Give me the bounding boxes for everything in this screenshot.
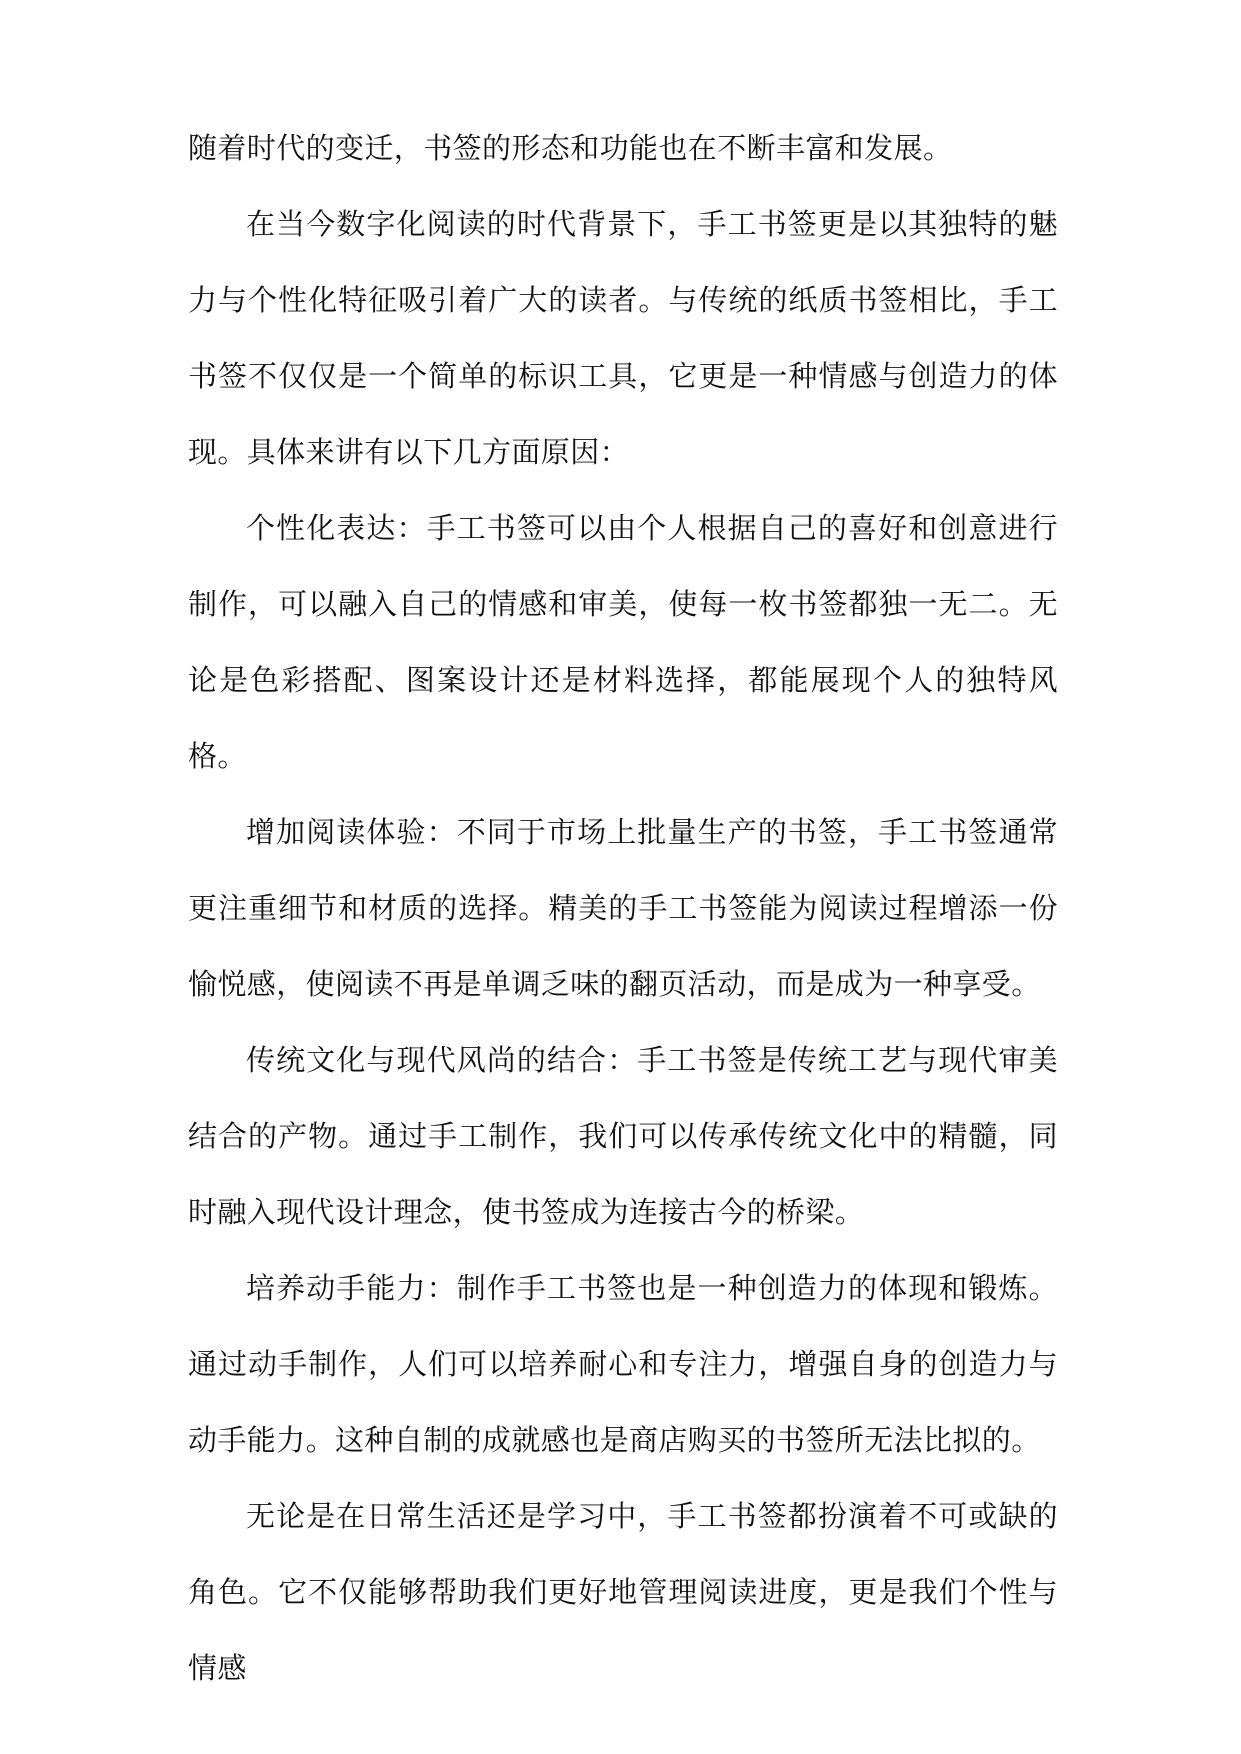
paragraph-reading-experience: 增加阅读体验：不同于市场上批量生产的书签，手工书签通常更注重细节和材质的选择。精美的手工书签能为阅读过程增添一份愉悦感，使阅读不再是单调乏味的翻页活动，而是成为一种享受。 (188, 815, 1058, 1001)
paragraph-intro: 在当今数字化阅读的时代背景下，手工书签更是以其独特的魅力与个性化特征吸引着广大的读者。与传统的纸质书签相比，手工书签不仅仅是一个简单的标识工具，它更是一种情感与创造力的体现。具体来讲有以下几方面原因： (188, 207, 1058, 469)
paragraph-personal-expression: 个性化表达：手工书签可以由个人根据自己的喜好和创意进行制作，可以融入自己的情感和审美，使每一枚书签都独一无二。无论是色彩搭配、图案设计还是材料选择，都能展现个人的独特风格。 (188, 511, 1058, 773)
paragraph-hands-on-ability: 培养动手能力：制作手工书签也是一种创造力的体现和锻炼。通过动手制作，人们可以培养耐心和专注力，增强自身的创造力与动手能力。这种自制的成就感也是商店购买的书签所无法比拟的。 (188, 1271, 1058, 1457)
paragraph-tradition-modern: 传统文化与现代风尚的结合：手工书签是传统工艺与现代审美结合的产物。通过手工制作，我们可以传承传统文化中的精髓，同时融入现代设计理念，使书签成为连接古今的桥梁。 (188, 1043, 1058, 1229)
paragraph-conclusion: 无论是在日常生活还是学习中，手工书签都扮演着不可或缺的角色。它不仅能够帮助我们更好地管理阅读进度，更是我们个性与情感 (188, 1499, 1058, 1685)
paragraph-continued: 随着时代的变迁，书签的形态和功能也在不断丰富和发展。 (188, 131, 953, 165)
document-body (188, 110, 1058, 1706)
